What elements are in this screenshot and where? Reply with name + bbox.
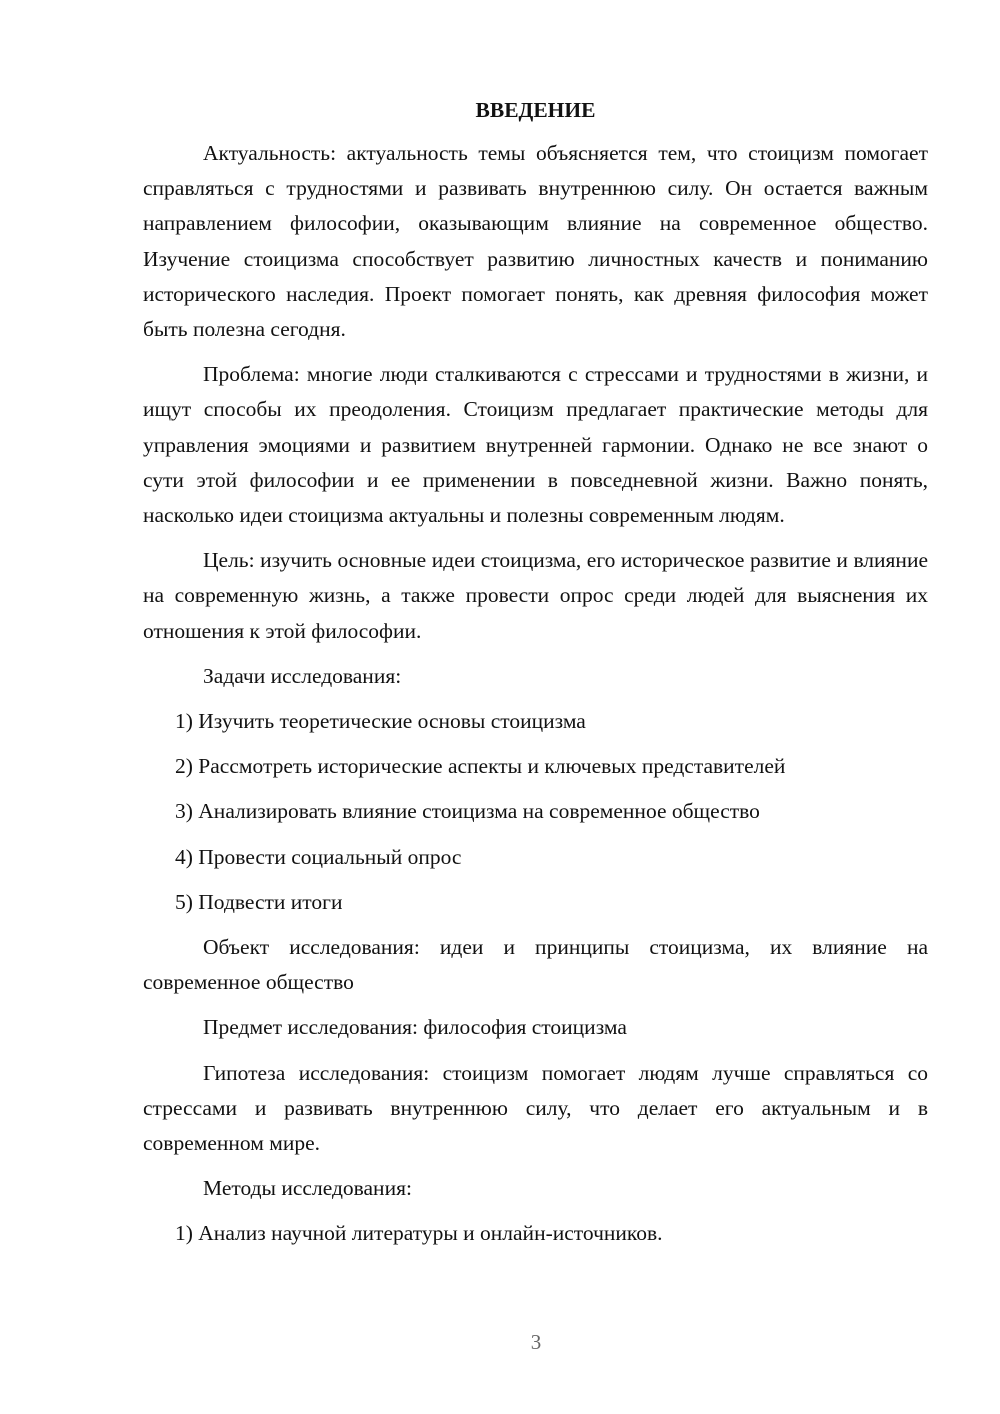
section-title: ВВЕДЕНИЕ xyxy=(475,98,596,122)
task-item: 5) Подвести итоги xyxy=(175,889,343,914)
hypothesis-paragraph: Гипотеза исследования: стоицизм помогает людям лучше справляться со стрессами и развивать внутреннюю силу, что делает его актуальным и в современном мире. xyxy=(143,1060,928,1156)
relevance-paragraph: Актуальность: актуальность темы объясняется тем, что стоицизм помогает справляться с трудностями и развивать внутреннюю силу. Он остается важным направлением философии, оказывающим влияние на современное общество. Изучение стоицизма способствует развитию личностных качеств и пониманию исторического наследия. Проект помогает понять, как древняя философия может быть полезна сегодня. xyxy=(143,141,928,342)
task-item: 4) Провести социальный опрос xyxy=(175,844,462,869)
task-item: 3) Анализировать влияние стоицизма на современное общество xyxy=(175,799,760,824)
task-item: 1) Изучить теоретические основы стоицизма xyxy=(175,709,586,734)
methods-list xyxy=(143,1216,928,1251)
subject-paragraph: Предмет исследования: философия стоицизма xyxy=(203,1015,627,1040)
task-item: 2) Рассмотреть исторические аспекты и ключевых представителей xyxy=(175,754,786,779)
document-page xyxy=(143,88,928,1262)
tasks-heading: Задачи исследования: xyxy=(203,663,402,688)
page-number: 3 xyxy=(530,1330,542,1354)
goal-paragraph: Цель: изучить основные идеи стоицизма, его историческое развитие и влияние на современную жизнь, а также провести опрос среди людей для выяснения их отношения к этой философии. xyxy=(143,548,928,643)
method-item: 1) Анализ научной литературы и онлайн-источников. xyxy=(175,1221,663,1246)
problem-paragraph: Проблема: многие люди сталкиваются с стрессами и трудностями в жизни, и ищут способы их преодоления. Стоицизм предлагает практические методы для управления эмоциями и развитием внутренней гармонии. Однако не все знают о сути этой философии и ее применении в повседневной жизни. Важно понять, насколько идеи стоицизма актуальны и полезны современным людям. xyxy=(143,362,928,528)
object-paragraph: Объект исследования: идеи и принципы стоицизма, их влияние на современное общество xyxy=(143,935,928,995)
tasks-list xyxy=(143,704,928,920)
methods-heading: Методы исследования: xyxy=(203,1176,412,1201)
